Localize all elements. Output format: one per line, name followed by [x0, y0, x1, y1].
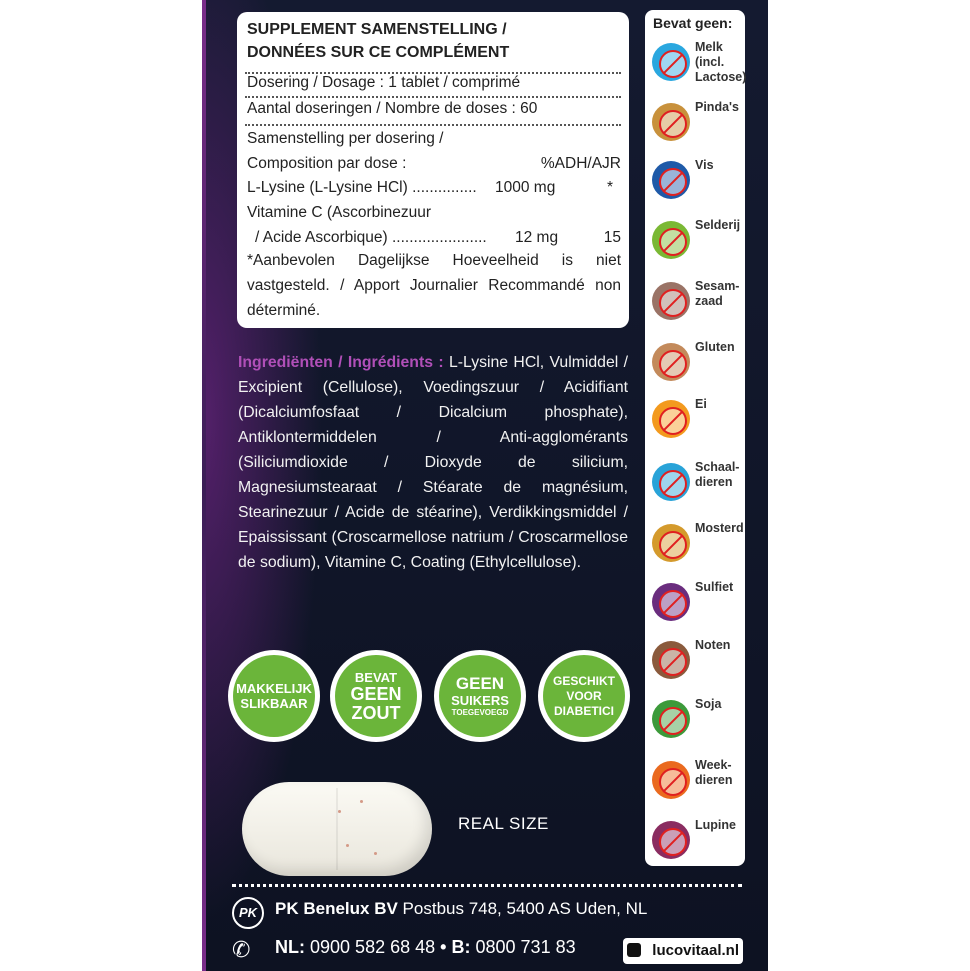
allergen-item — [652, 638, 742, 682]
badge-line: DIABETICI — [554, 703, 614, 718]
ingredients-label: Ingrediënten / Ingrédients : — [238, 354, 444, 371]
sesame-icon — [652, 282, 690, 320]
allergen-label: Sesam- zaad — [695, 279, 740, 308]
pk-logo-icon: PK — [232, 897, 264, 929]
badge-diabetic-seal — [543, 655, 625, 737]
nl-label: NL: — [275, 937, 305, 957]
badge-line: ZOUT — [351, 702, 401, 723]
nl-phone: 0900 582 68 48 — [310, 937, 436, 957]
lupin-icon — [652, 821, 690, 859]
allergen-label: Mosterd — [695, 521, 744, 535]
allergen-label: Gluten — [695, 340, 735, 354]
nutrient-row — [247, 204, 621, 222]
b-label: B: — [451, 937, 471, 957]
nutrient-name: Vitamine C (Ascorbinezuur — [247, 204, 432, 221]
tablet-score-line — [336, 788, 338, 870]
celery-icon — [652, 221, 690, 259]
badge-line: GESCHIKT — [552, 673, 615, 688]
allergen-label: Vis — [695, 158, 714, 172]
badge-line: MAKKELIJK — [236, 681, 312, 696]
nutrient-name: / Acide Ascorbique) ...................... — [255, 229, 487, 246]
badge-no-salt-seal — [335, 655, 417, 737]
nutrient-amount: 1000 mg — [495, 179, 556, 196]
company-line — [275, 899, 647, 919]
bullet: • — [440, 937, 447, 957]
composition-line1: Samenstelling per dosering / — [247, 130, 444, 147]
fish-icon — [652, 161, 690, 199]
nutrient-name: L-Lysine (L-Lysine HCl) ............... — [247, 179, 477, 196]
allergen-item — [652, 40, 747, 84]
ingredients-block — [238, 350, 628, 575]
allergen-item — [652, 100, 742, 144]
footer-divider — [232, 884, 742, 887]
badge-no-sugar — [434, 650, 526, 742]
badge-line: SLIKBAAR — [240, 696, 308, 711]
badge-no-salt — [330, 650, 422, 742]
crossed-out-icon — [659, 531, 687, 559]
allergen-item — [652, 521, 742, 565]
peanut-icon — [652, 103, 690, 141]
badge-easy-swallow-seal — [233, 655, 315, 737]
panel-edge — [202, 0, 206, 971]
tablet-speck — [360, 800, 363, 803]
allergen-item — [652, 279, 742, 323]
facts-heading-line1: SUPPLEMENT SAMENSTELLING / — [247, 21, 507, 38]
badge-line: VOOR — [566, 688, 602, 703]
allergen-item — [652, 460, 742, 504]
badge-line: SUIKERS — [451, 692, 509, 708]
nuts-icon — [652, 641, 690, 679]
badge-line: TOEGEVOEGD — [451, 707, 509, 717]
doses-row — [247, 100, 621, 118]
crossed-out-icon — [659, 707, 687, 735]
allergen-item — [652, 340, 742, 384]
allergen-item — [652, 397, 742, 441]
allergen-item — [652, 580, 742, 624]
supplement-facts-box — [237, 12, 629, 328]
crossed-out-icon — [659, 168, 687, 196]
allergen-label: Melk (incl. Lactose) — [695, 40, 747, 84]
company-name: PK Benelux BV — [275, 899, 398, 918]
tablet-image — [242, 782, 432, 876]
composition-row — [247, 155, 621, 173]
mustard-icon — [652, 524, 690, 562]
ingredients-text: L-Lysine HCl, Vulmiddel / Excipient (Cellulose), Voedingszuur / Acidifiant (Dicalciumfosfaat / Dicalcium phosphate), Antiklontermiddelen / Anti-agglomérants (Siliciumdioxide / Dioxyde de silicium, Magnesiumstearaat / Stéarate de magnésium, Stearinezuur / Acide de stéarine), Verdikkingsmiddel / Epaississant (Croscarmellose natrium / Croscarmellose de sodium), Vitamine C, Coating (Ethylcellulose). — [238, 354, 628, 571]
footnote: *Aanbevolen Dagelijkse Hoeveelheid is niet vastgesteld. / Apport Journalier Recommandé non déterminé. — [247, 252, 621, 319]
facts-heading — [247, 18, 509, 64]
milk-icon — [652, 43, 690, 81]
nutrient-row — [247, 229, 621, 247]
crossed-out-icon — [659, 828, 687, 856]
facts-heading-line2: DONNÉES SUR CE COMPLÉMENT — [247, 44, 510, 61]
b-phone: 0800 731 83 — [475, 937, 576, 957]
nutrient-adh: * — [606, 179, 613, 196]
mollusc-icon — [652, 761, 690, 799]
egg-icon — [652, 400, 690, 438]
real-size-label: REAL SIZE — [458, 814, 549, 833]
crossed-out-icon — [659, 407, 687, 435]
crossed-out-icon — [659, 648, 687, 676]
allergen-label: Ei — [695, 397, 707, 411]
allergen-label: Sulfiet — [695, 580, 734, 594]
allergen-label: Pinda's — [695, 100, 739, 114]
allergen-label: Noten — [695, 638, 731, 652]
nutrient-adh: 15 — [603, 229, 621, 246]
allergen-label: Schaal- dieren — [695, 460, 740, 489]
allergen-item — [652, 697, 742, 741]
crossed-out-icon — [659, 470, 687, 498]
allergen-label: Week- dieren — [695, 758, 733, 787]
website-link[interactable]: lucovitaal.nl — [623, 938, 743, 964]
allergen-label: Lupine — [695, 818, 736, 832]
nutrient-amount: 12 mg — [515, 229, 559, 246]
allergen-item — [652, 158, 742, 202]
crossed-out-icon — [659, 50, 687, 78]
tablet-speck — [374, 852, 377, 855]
company-address: Postbus 748, 5400 AS Uden, NL — [402, 899, 648, 918]
allergen-label: Selderij — [695, 218, 741, 232]
allergen-label: Soja — [695, 697, 722, 711]
phone-icon: ✆ — [232, 937, 251, 962]
adh-header: %ADH/AJR — [540, 155, 621, 172]
allergen-title: Bevat geen: — [653, 15, 733, 31]
allergen-item — [652, 218, 742, 262]
badge-diabetic-friendly — [538, 650, 630, 742]
phone-line — [275, 937, 576, 958]
allergen-item — [652, 758, 742, 802]
crossed-out-icon — [659, 289, 687, 317]
crossed-out-icon — [659, 768, 687, 796]
composition-line2: Composition par dose : — [247, 155, 407, 172]
crossed-out-icon — [659, 228, 687, 256]
divider — [245, 96, 621, 98]
allergen-item — [652, 818, 742, 862]
badge-easy-swallow — [228, 650, 320, 742]
composition-row — [247, 130, 621, 148]
dosage-row — [247, 74, 621, 92]
divider — [245, 124, 621, 126]
tablet-speck — [346, 844, 349, 847]
nutrient-row — [247, 179, 621, 197]
badge-no-sugar-seal — [439, 655, 521, 737]
crossed-out-icon — [659, 350, 687, 378]
badge-line: GEEN — [455, 673, 505, 693]
badge-line: GEEN — [350, 683, 402, 704]
wheat-icon — [652, 343, 690, 381]
crossed-out-icon — [659, 110, 687, 138]
soy-icon — [652, 700, 690, 738]
dosage-text: Dosering / Dosage : 1 tablet / comprimé — [247, 74, 521, 91]
shellfish-icon — [652, 463, 690, 501]
doses-text: Aantal doseringen / Nombre de doses : 60 — [247, 100, 538, 117]
tablet-speck — [338, 810, 341, 813]
sulphite-icon — [652, 583, 690, 621]
badge-line: BEVAT — [354, 669, 398, 685]
crossed-out-icon — [659, 590, 687, 618]
